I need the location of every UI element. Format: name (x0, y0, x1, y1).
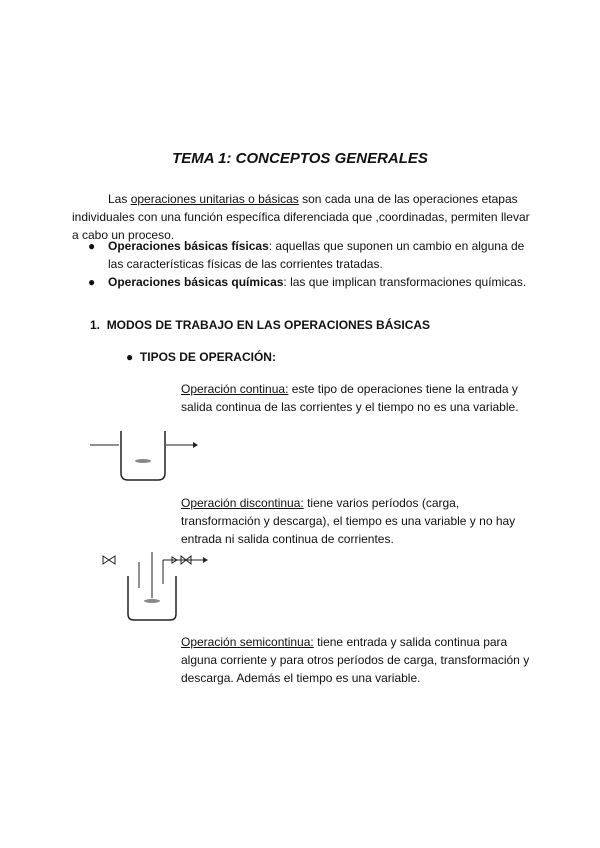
operation-continuous (181, 380, 531, 416)
bullet-icon: ● (88, 275, 96, 289)
valve-icon (109, 556, 115, 564)
operation-label: Operación continua: (181, 382, 289, 396)
agitator-icon (135, 459, 151, 463)
bullet-icon: ● (126, 350, 134, 364)
section-number: 1. (90, 318, 101, 332)
subsection-title: TIPOS DE OPERACIÓN: (139, 350, 276, 364)
operation-discontinuous (181, 494, 531, 548)
agitator-icon (144, 599, 160, 603)
bullet-text: : las que implican transformaciones químicas. (283, 275, 527, 289)
bullet-icon: ● (88, 239, 96, 253)
bullet-term: Operaciones básicas físicas (108, 239, 269, 253)
bullet-term: Operaciones básicas químicas (108, 275, 284, 289)
operation-label: Operación semicontinua: (181, 635, 314, 649)
list-item (88, 237, 528, 273)
operation-text: este tipo de operaciones tiene la entrada y salida continua de las corrientes y el tiempo no es una variable. (181, 382, 519, 414)
arrow-icon (203, 557, 208, 563)
operation-text: tiene entrada y salida continua para alguna corriente y para otros períodos de carga, transformación y descarga. Además el tiempo es una variable. (181, 635, 530, 685)
section-title: MODOS DE TRABAJO EN LAS OPERACIONES BÁSICAS (106, 318, 431, 332)
operation-text: tiene varios períodos (carga, transformación y descarga), el tiempo es una variable y no hay entrada ni salida continua de corrientes. (181, 496, 516, 546)
batch-tank-diagram (95, 548, 225, 630)
tank-vessel (121, 431, 165, 480)
page-title: TEMA 1: CONCEPTOS GENERALES (172, 150, 428, 167)
intro-term: operaciones unitarias o básicas (130, 192, 299, 206)
intro-prefix: Las (108, 192, 131, 206)
operation-label: Operación discontinua: (181, 496, 304, 510)
list-item (88, 273, 528, 291)
intro-paragraph (72, 190, 532, 244)
bullet-text: : aquellas que suponen un cambio en alguna de las características físicas de las corrientes tratadas. (108, 239, 525, 271)
section-heading (90, 318, 430, 332)
operation-types-list (88, 237, 528, 291)
continuous-tank-diagram (85, 425, 205, 485)
operation-semicontinuous (181, 633, 531, 687)
intro-suffix: son cada una de las operaciones etapas individuales con una función específica diferenciada que ,coordinadas, permiten llevar a cabo un proceso. (72, 192, 530, 242)
subsection-heading (126, 350, 276, 364)
arrow-icon (193, 442, 198, 448)
